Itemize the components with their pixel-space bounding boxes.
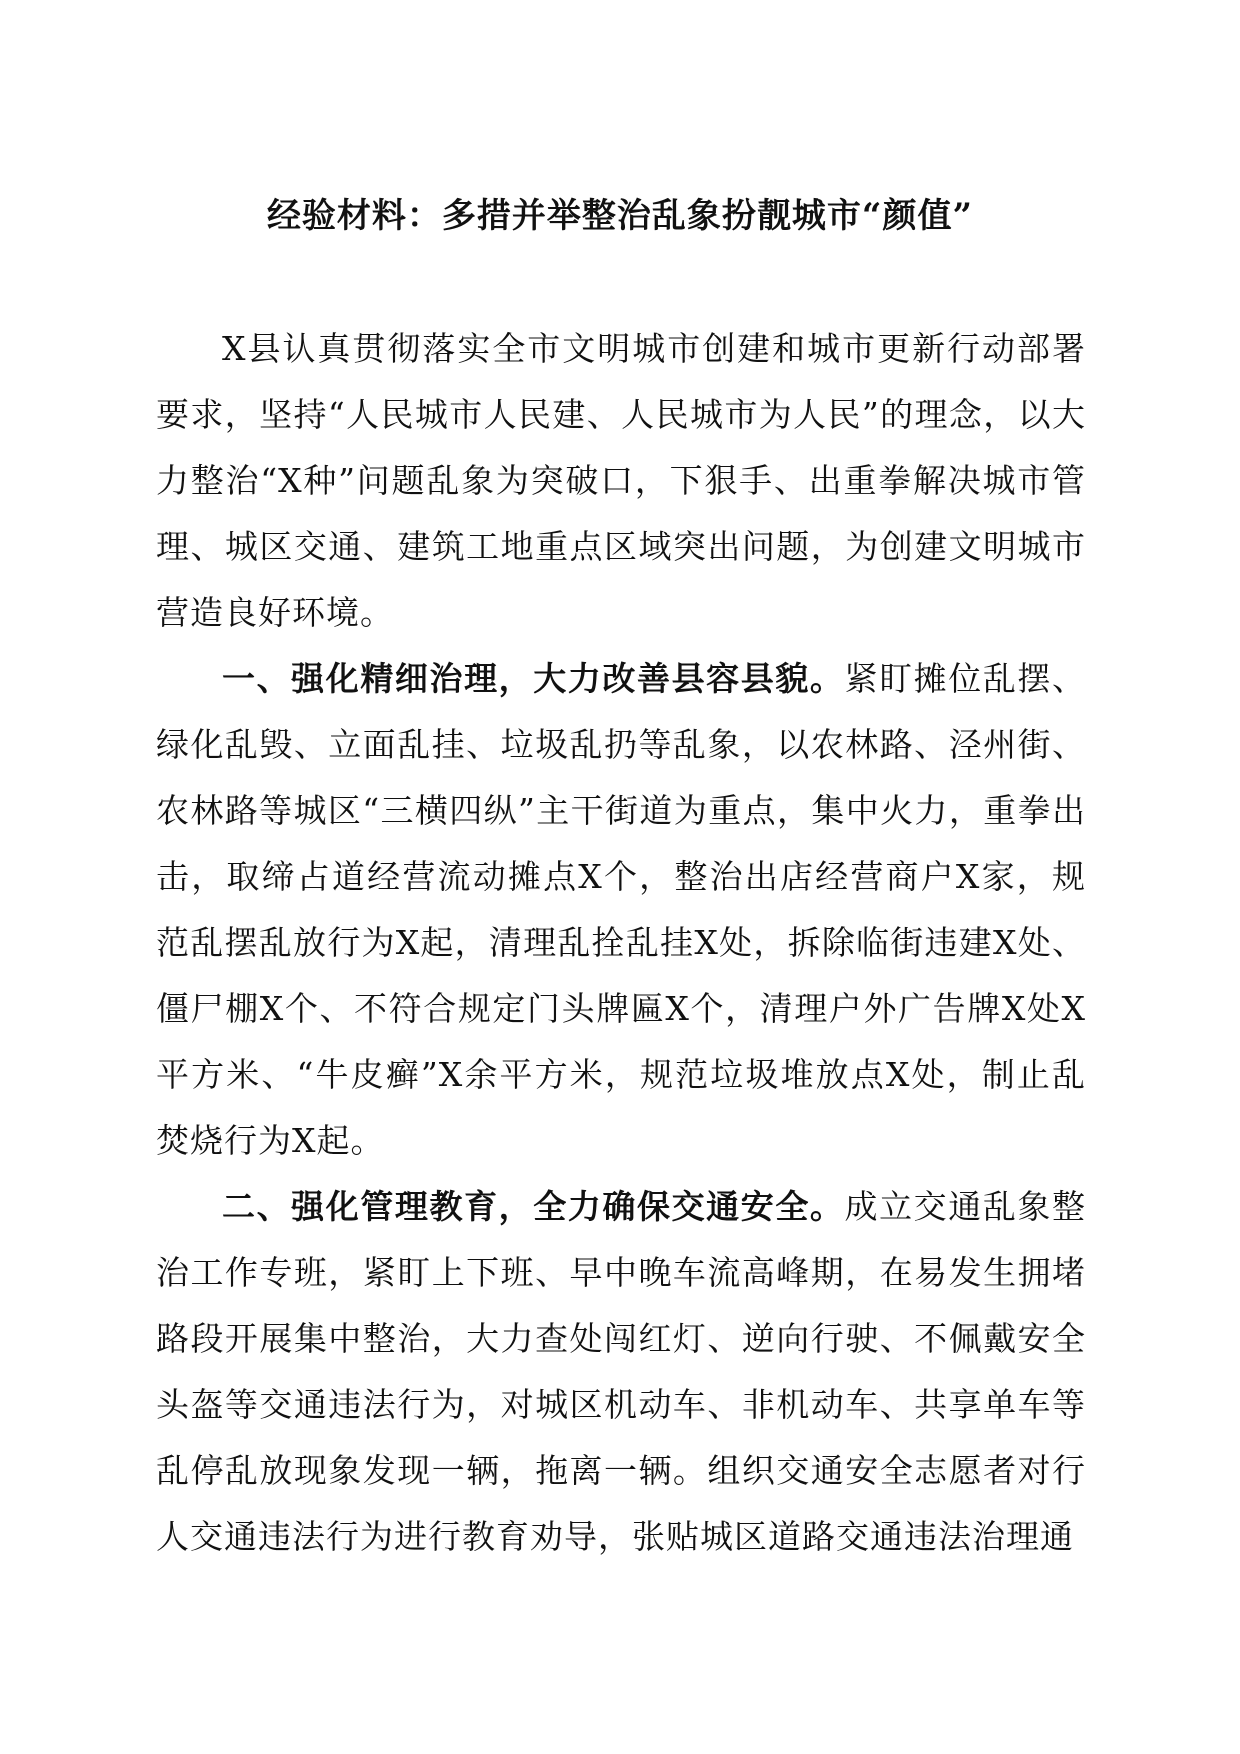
section-text-1: 紧盯摊位乱摆、绿化乱毁、立面乱挂、垃圾乱扔等乱象，以农林路、泾州街、农林路等城区“三横四纵”主干街道为重点，集中火力，重拳出击，取缔占道经营流动摊点X个，整治出店经营商户X家，规范乱摆乱放行为X起，清理乱拴乱挂X处，拆除临街违建X处、僵尸棚X个、不符合规定门头牌匾X个，清理户外广告牌X处X平方米、“牛皮癣”X余平方米，规范垃圾堆放点X处，制止乱焚烧行为X起。: [156, 659, 1087, 1160]
section-text-2: 成立交通乱象整治工作专班，紧盯上下班、早中晚车流高峰期，在易发生拥堵路段开展集中整治，大力查处闯红灯、逆向行驶、不佩戴安全头盔等交通违法行为，对城区机动车、非机动车、共享单车等乱停乱放现象发现一辆，拖离一辆。组织交通安全志愿者对行人交通违法行为进行教育劝导，张贴城区道路交通违法治理通: [156, 1187, 1087, 1556]
section-heading-2: 二、强化管理教育，全力确保交通安全。: [222, 1187, 845, 1226]
intro-paragraph: X县认真贯彻落实全市文明城市创建和城市更新行动部署要求，坚持“人民城市人民建、人民城市为人民”的理念，以大力整治“X种”问题乱象为突破口，下狠手、出重拳解决城市管理、城区交通、建筑工地重点区域突出问题，为创建文明城市营造良好环境。: [156, 329, 1086, 632]
document-body: [156, 316, 1086, 1570]
section-paragraph-1: [156, 646, 1086, 1174]
section-paragraph-2: [156, 1174, 1086, 1570]
document-title: 经验材料：多措并举整治乱象扮靓城市“颜值”: [266, 196, 974, 236]
section-heading-1: 一、强化精细治理，大力改善县容县貌。: [222, 659, 845, 698]
